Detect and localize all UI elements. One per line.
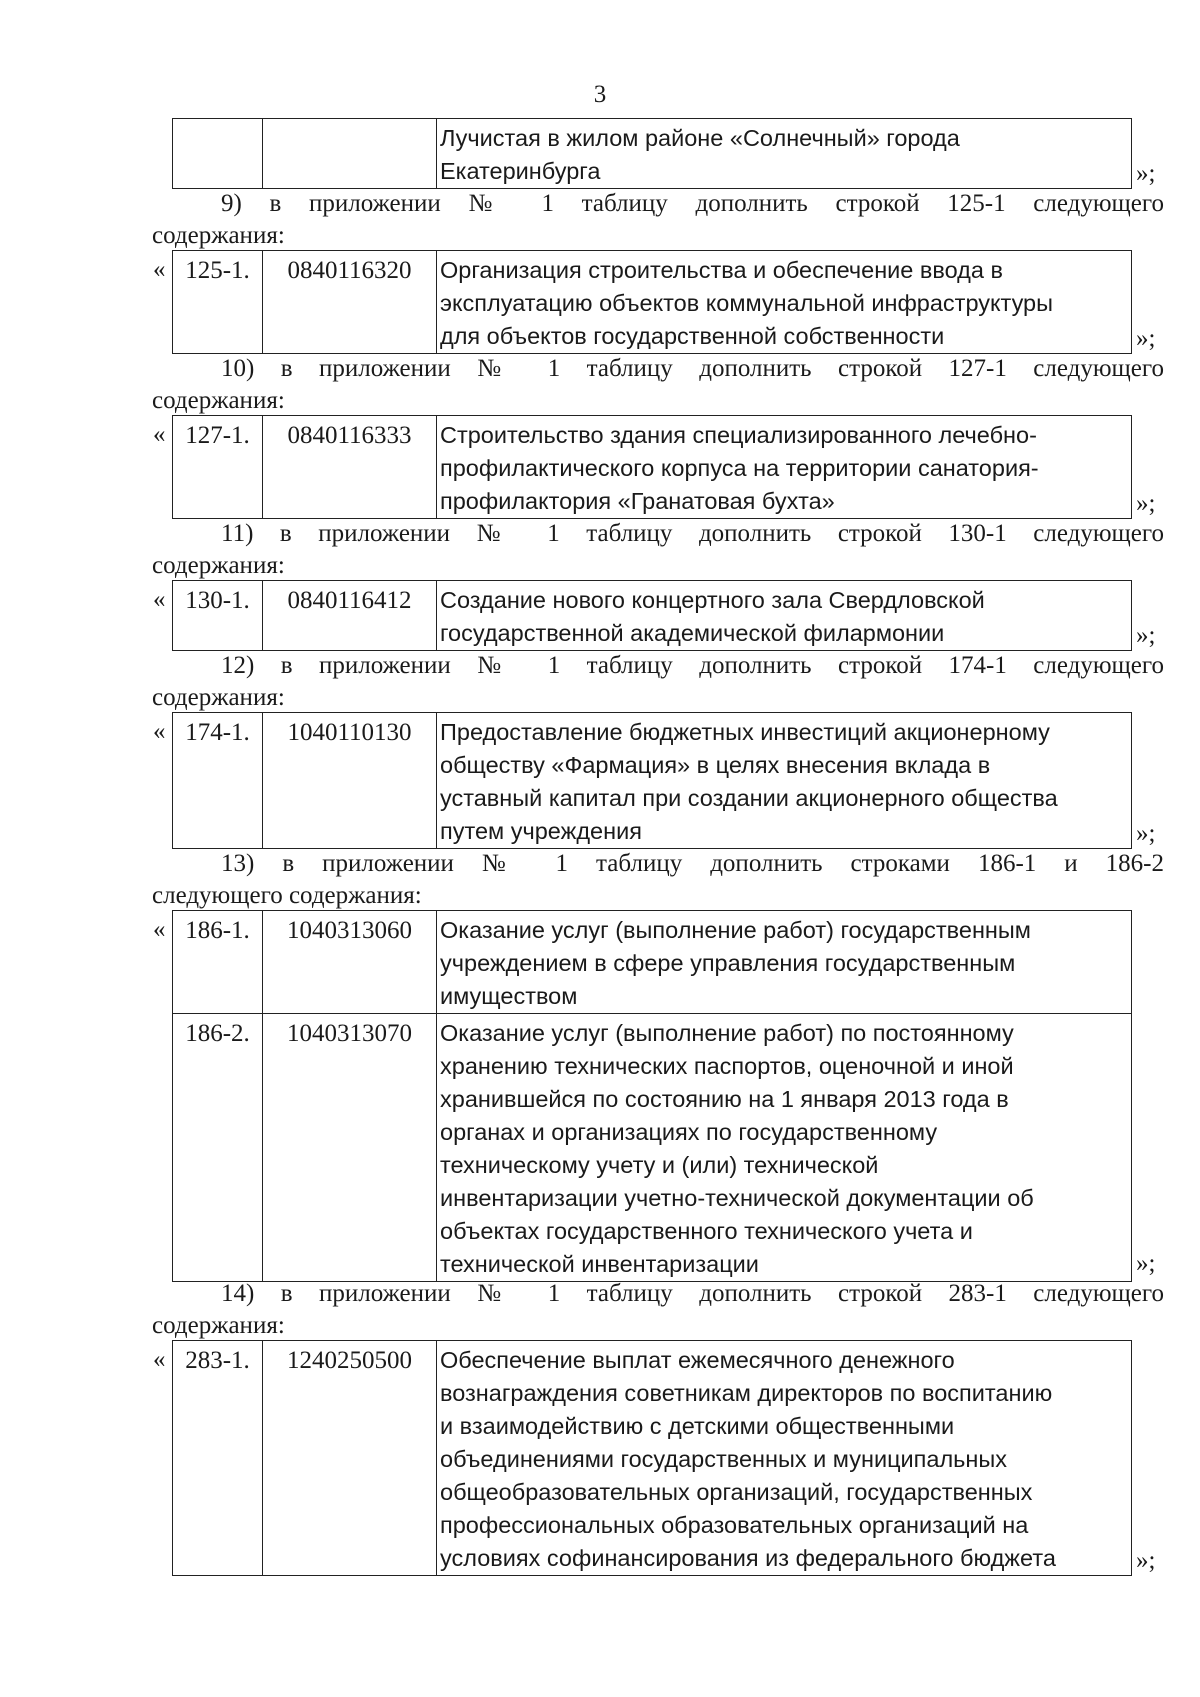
paragraph-line: 12) в приложении № 1 таблицу дополнить строкой 174-1 следующего [221,652,1164,679]
row-number-cell: 127-1. [173,416,263,518]
description-line: техническому учету и (или) технической [440,1152,879,1178]
table-insert [172,580,1132,651]
paragraph-line: 14) в приложении № 1 таблицу дополнить строкой 283-1 следующего [221,1280,1164,1307]
opening-quote: « [153,1346,166,1373]
description-line: обществу «Фармация» в целях внесения вклада в [440,752,991,778]
description-cell [437,581,1131,650]
paragraph-line: содержания: [152,387,285,414]
description-line: профилактория «Гранатовая бухта» [440,488,835,514]
opening-quote: « [153,916,166,943]
table-row [173,251,1131,353]
table-row [173,581,1131,650]
code-cell: 1040313060 [263,911,437,1013]
page-number: 3 [593,81,607,108]
description-line: Оказание услуг (выполнение работ) по постоянному [440,1020,1014,1046]
row-number-cell: 186-1. [173,911,263,1013]
description-line: эксплуатацию объектов коммунальной инфраструктуры [440,290,1054,316]
paragraph-line: 13) в приложении № 1 таблицу дополнить строками 186-1 и 186-2 [221,850,1164,877]
paragraph-line: содержания: [152,1312,285,1339]
code-cell: 0840116320 [263,251,437,353]
description-cell [437,1341,1131,1575]
description-line: Строительство здания специализированного лечебно- [440,422,1037,448]
opening-quote: « [153,256,166,283]
table-insert [172,712,1132,849]
paragraph-item-9 [152,188,1164,252]
description-line: органах и организациях по государственному [440,1119,938,1145]
table-continuation [172,118,1132,189]
description-line: технической инвентаризации [440,1251,759,1277]
paragraph-line: следующего содержания: [152,882,422,909]
closing-quote: »; [1136,1547,1156,1574]
description-line: Обеспечение выплат ежемесячного денежного [440,1347,955,1373]
table-insert [172,250,1132,354]
paragraph-item-12 [152,650,1164,714]
description-cell [437,251,1131,353]
paragraph-item-11 [152,518,1164,582]
code-cell: 1040110130 [263,713,437,848]
paragraph-line: содержания: [152,684,285,711]
description-line: объединениями государственных и муниципальных [440,1446,1008,1472]
paragraph-item-14 [152,1278,1164,1342]
table-insert [172,910,1132,1282]
description-line: Оказание услуг (выполнение работ) государственным [440,917,1031,943]
description-cell [437,911,1131,1013]
closing-quote: »; [1136,622,1156,649]
row-number-cell: 283-1. [173,1341,263,1575]
paragraph-line: 10) в приложении № 1 таблицу дополнить строкой 127-1 следующего [221,355,1164,382]
opening-quote: « [153,421,166,448]
table-row [173,713,1131,848]
table-insert [172,1340,1132,1576]
description-line: уставный капитал при создании акционерного общества [440,785,1058,811]
paragraph-line: 9) в приложении № 1 таблицу дополнить строкой 125-1 следующего [221,190,1164,217]
paragraph-item-10 [152,353,1164,417]
description-line: для объектов государственной собственности [440,323,945,349]
description-line: Предоставление бюджетных инвестиций акционерному [440,719,1050,745]
closing-quote: »; [1136,160,1156,187]
description-line: Лучистая в жилом районе «Солнечный» города [440,125,960,151]
closing-quote: »; [1136,1250,1156,1277]
description-line: путем учреждения [440,818,642,844]
row-number-cell: 130-1. [173,581,263,650]
description-line: вознаграждения советникам директоров по воспитанию [440,1380,1053,1406]
closing-quote: »; [1136,490,1156,517]
table-insert [172,415,1132,519]
closing-quote: »; [1136,820,1156,847]
table-row [173,1341,1131,1575]
code-cell [263,119,437,188]
description-cell [437,416,1131,518]
description-line: профилактического корпуса на территории санатория- [440,455,1039,481]
opening-quote: « [153,586,166,613]
opening-quote: « [153,718,166,745]
code-cell: 1240250500 [263,1341,437,1575]
closing-quote: »; [1136,325,1156,352]
description-line: объектах государственного технического учета и [440,1218,973,1244]
description-line: профессиональных образовательных организаций на [440,1512,1029,1538]
description-line: хранению технических паспортов, оценочной и иной [440,1053,1014,1079]
paragraph-line: содержания: [152,222,285,249]
description-line: инвентаризации учетно-технической документации об [440,1185,1034,1211]
description-line: условиях софинансирования из федерального бюджета [440,1545,1056,1571]
code-cell: 1040313070 [263,1014,437,1281]
description-line: Организация строительства и обеспечение ввода в [440,257,1003,283]
paragraph-line: содержания: [152,552,285,579]
paragraph-item-13 [152,848,1164,912]
code-cell: 0840116333 [263,416,437,518]
description-line: Создание нового концертного зала Свердловской [440,587,985,613]
paragraph-line: 11) в приложении № 1 таблицу дополнить строкой 130-1 следующего [221,520,1164,547]
description-line: общеобразовательных организаций, государственных [440,1479,1033,1505]
description-cell [437,119,1131,188]
description-line: хранившейся по состоянию на 1 января 2013 года в [440,1086,1009,1112]
row-number-cell [173,119,263,188]
table-row [173,119,1131,188]
description-line: учреждением в сфере управления государственным [440,950,1016,976]
description-line: государственной академической филармонии [440,620,945,646]
row-number-cell: 186-2. [173,1014,263,1281]
description-line: имуществом [440,983,578,1009]
table-row [173,1013,1131,1281]
description-cell [437,1014,1131,1281]
row-number-cell: 174-1. [173,713,263,848]
row-number-cell: 125-1. [173,251,263,353]
description-line: Екатеринбурга [440,158,601,184]
code-cell: 0840116412 [263,581,437,650]
table-row [173,416,1131,518]
description-cell [437,713,1131,848]
description-line: и взаимодействию с детскими общественными [440,1413,955,1439]
table-row [173,911,1131,1013]
